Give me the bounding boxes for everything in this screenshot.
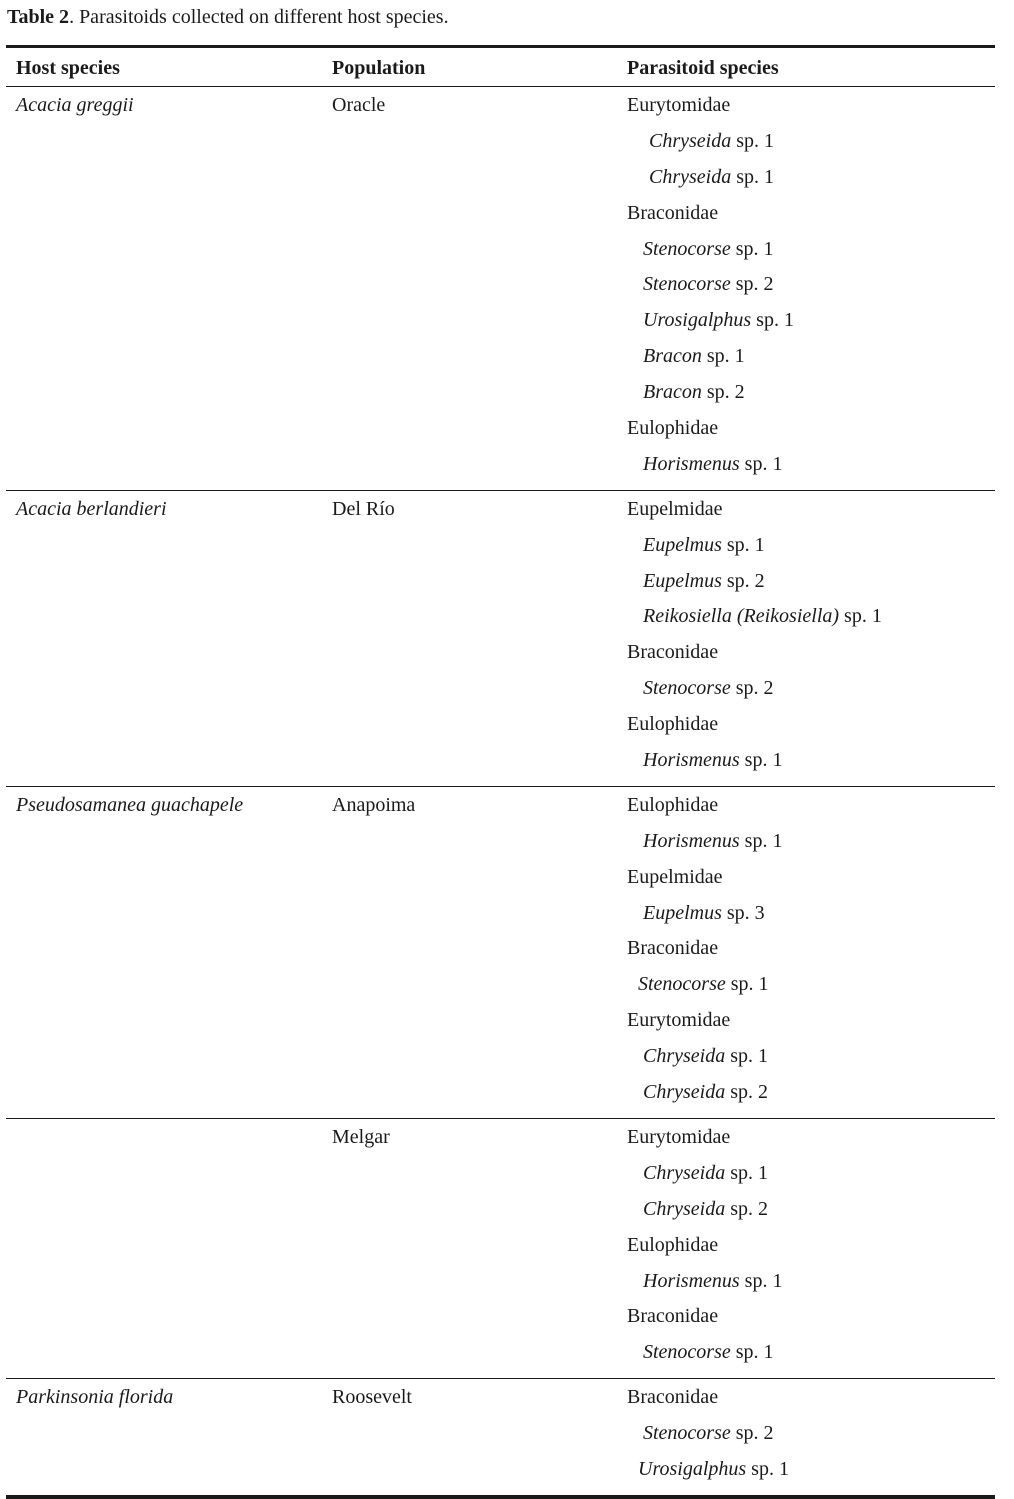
genus-name: Eupelmus [643, 569, 722, 592]
parasitoid-species [627, 450, 995, 486]
parasitoid-species [627, 1338, 995, 1374]
genus-name: Chryseida [643, 1197, 726, 1220]
genus-name: Chryseida [649, 129, 732, 152]
species-suffix: sp. 2 [725, 1081, 769, 1104]
table-row [6, 787, 995, 1119]
species-suffix: sp. 1 [739, 749, 783, 772]
parasitoid-species [627, 602, 995, 638]
table-label: Table 2 [7, 6, 70, 28]
parasitoid-list [627, 491, 995, 786]
species-suffix: sp. 1 [725, 1161, 769, 1184]
table-row [6, 87, 995, 491]
species-suffix: sp. 2 [730, 273, 774, 296]
parasitoid-species [627, 1078, 995, 1114]
table-row [6, 491, 995, 787]
parasitoid-species [627, 270, 995, 306]
parasitoid-species [627, 827, 995, 863]
genus-name: Urosigalphus [643, 309, 752, 332]
parasitoid-family: Eurytomidae [627, 94, 731, 116]
host-species-cell: Acacia greggii [16, 94, 134, 116]
species-suffix: sp. 1 [701, 345, 745, 368]
parasitoid-species [627, 378, 995, 414]
parasitoid-list [627, 1379, 995, 1495]
table-row [6, 1119, 995, 1379]
genus-name: Chryseida [643, 1045, 726, 1068]
genus-name: Bracon [643, 381, 702, 404]
genus-name: Stenocorse [643, 677, 731, 700]
genus-name: Urosigalphus [638, 1457, 747, 1480]
genus-name: Horismenus [643, 749, 740, 772]
host-species-cell: Acacia berlandieri [16, 497, 167, 520]
species-suffix: sp. 1 [739, 1269, 783, 1292]
parasitoid-family: Eurytomidae [627, 1009, 731, 1032]
species-suffix: sp. 3 [721, 901, 765, 924]
parasitoid-family: Braconidae [627, 201, 719, 224]
species-suffix: sp. 1 [731, 165, 775, 188]
table-caption [7, 4, 449, 30]
parasitoid-species [627, 127, 995, 163]
parasitoid-species [627, 531, 995, 567]
genus-name: Horismenus [643, 829, 740, 852]
parasitoid-family: Eulophidae [627, 417, 719, 440]
genus-name: Bracon [643, 345, 702, 368]
species-suffix: sp. 1 [730, 237, 774, 260]
population-cell: Del Río [332, 497, 395, 520]
header-host-species: Host species [16, 57, 120, 79]
parasitoid-list [627, 1119, 995, 1378]
species-suffix: sp. 2 [721, 569, 765, 592]
parasitoid-family: Eulophidae [627, 793, 719, 816]
parasitoid-family: Braconidae [627, 1386, 719, 1409]
genus-name: Chryseida [643, 1081, 726, 1104]
parasitoid-species [627, 899, 995, 935]
genus-name: Stenocorse [643, 1422, 731, 1445]
species-suffix: sp. 2 [730, 1422, 774, 1445]
species-suffix: sp. 1 [730, 1341, 774, 1364]
parasitoid-species [627, 163, 995, 199]
genus-name: Eupelmus [643, 533, 722, 556]
caption-text: . Parasitoids collected on different host species. [69, 6, 449, 28]
parasitoid-species [627, 1195, 995, 1231]
parasitoid-family: Braconidae [627, 937, 719, 960]
parasitoid-species [627, 970, 995, 1006]
parasitoid-family: Eulophidae [627, 713, 719, 736]
genus-name: Stenocorse [643, 237, 731, 260]
genus-name: Reikosiella (Reikosiella) [643, 605, 840, 628]
parasitoid-family: Eurytomidae [627, 1125, 731, 1148]
parasitoid-family: Eupelmidae [627, 865, 723, 888]
species-suffix: sp. 1 [725, 1045, 769, 1068]
species-suffix: sp. 2 [730, 677, 774, 700]
host-species-cell: Pseudosamanea guachapele [16, 793, 244, 816]
species-suffix: sp. 1 [721, 533, 765, 556]
population-cell: Roosevelt [332, 1386, 412, 1409]
species-suffix: sp. 1 [731, 129, 775, 152]
table-body [6, 87, 995, 1495]
species-suffix: sp. 1 [725, 973, 769, 996]
parasitoid-family: Eupelmidae [627, 497, 723, 520]
parasitoid-species [627, 1455, 995, 1491]
genus-name: Stenocorse [643, 1341, 731, 1364]
parasitoid-species [627, 1159, 995, 1195]
parasitoid-species [627, 1267, 995, 1303]
species-suffix: sp. 1 [839, 605, 882, 628]
host-species-cell: Parkinsonia florida [16, 1386, 174, 1409]
table-header-row [6, 48, 995, 87]
genus-name: Chryseida [649, 165, 732, 188]
parasitoid-species [627, 567, 995, 603]
parasitoid-list [627, 787, 995, 1118]
genus-name: Horismenus [643, 1269, 740, 1292]
header-parasitoid-species: Parasitoid species [627, 57, 779, 79]
parasitoid-species [627, 342, 995, 378]
genus-name: Horismenus [643, 452, 740, 475]
parasitoid-species [627, 1419, 995, 1455]
parasitoid-species [627, 235, 995, 271]
parasitoid-species [627, 306, 995, 342]
parasitoid-list [627, 87, 995, 490]
parasitoid-table [6, 45, 995, 1499]
parasitoid-species [627, 746, 995, 782]
parasitoid-family: Braconidae [627, 1305, 719, 1328]
species-suffix: sp. 1 [746, 1457, 789, 1480]
table-bottom-rule [6, 1495, 995, 1499]
population-cell: Anapoima [332, 793, 416, 816]
parasitoid-species [627, 1042, 995, 1078]
parasitoid-family: Eulophidae [627, 1233, 719, 1256]
population-cell: Melgar [332, 1125, 390, 1148]
header-population: Population [332, 57, 426, 79]
parasitoid-family: Braconidae [627, 641, 719, 664]
species-suffix: sp. 2 [725, 1197, 769, 1220]
table-row [6, 1379, 995, 1495]
genus-name: Stenocorse [643, 273, 731, 296]
species-suffix: sp. 2 [701, 381, 745, 404]
genus-name: Eupelmus [643, 901, 722, 924]
genus-name: Stenocorse [638, 973, 726, 996]
population-cell: Oracle [332, 94, 386, 116]
species-suffix: sp. 1 [739, 829, 783, 852]
species-suffix: sp. 1 [739, 452, 783, 475]
genus-name: Chryseida [643, 1161, 726, 1184]
parasitoid-species [627, 674, 995, 710]
species-suffix: sp. 1 [751, 309, 794, 332]
